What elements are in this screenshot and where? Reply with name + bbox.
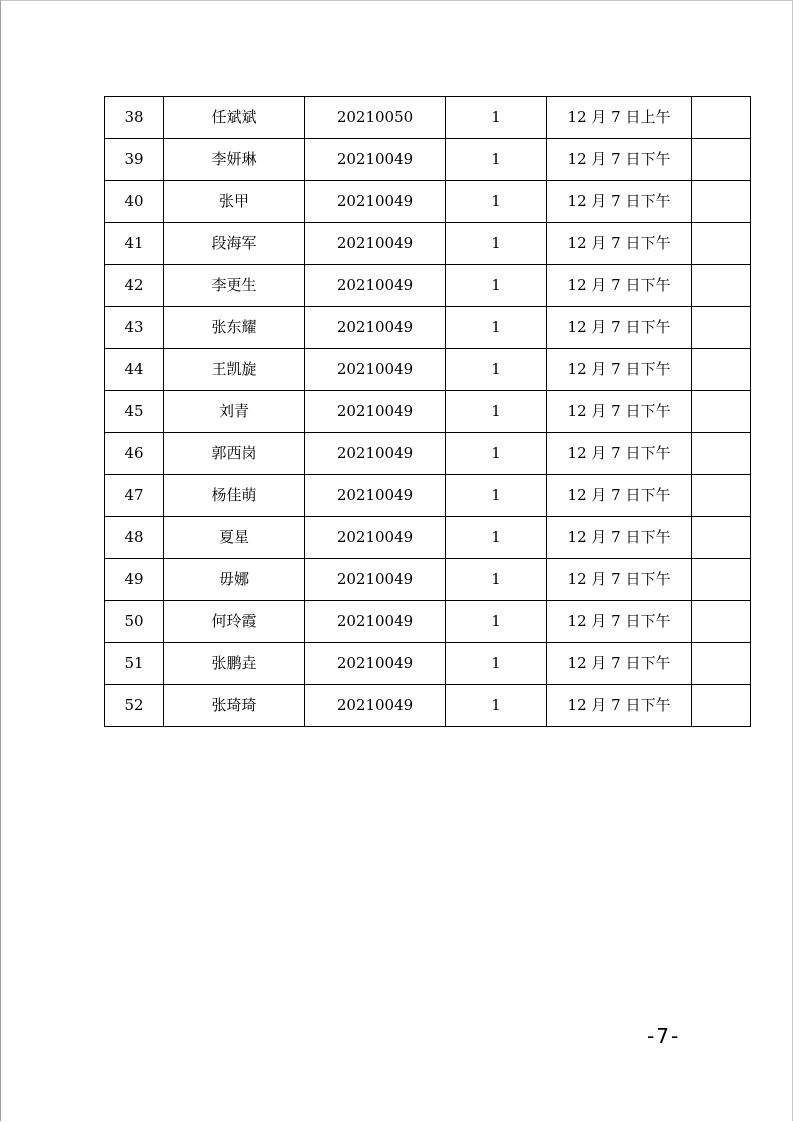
name-cell: 张东耀	[164, 307, 305, 349]
table-row	[105, 223, 751, 265]
time-cell: 12 月 7 日下午	[547, 223, 692, 265]
time-cell: 12 月 7 日下午	[547, 139, 692, 181]
seq-number-cell: 50	[105, 601, 164, 643]
time-cell: 12 月 7 日下午	[547, 685, 692, 727]
quantity-cell: 1	[446, 685, 547, 727]
name-cell: 张鹏垚	[164, 643, 305, 685]
seq-number-cell: 48	[105, 517, 164, 559]
seq-number-cell: 47	[105, 475, 164, 517]
note-cell	[692, 433, 751, 475]
page-number: -7-	[647, 1024, 681, 1048]
quantity-cell: 1	[446, 265, 547, 307]
name-cell: 杨佳萌	[164, 475, 305, 517]
time-cell: 12 月 7 日下午	[547, 307, 692, 349]
id-number-cell: 20210049	[305, 601, 446, 643]
note-cell	[692, 265, 751, 307]
id-number-cell: 20210049	[305, 265, 446, 307]
note-cell	[692, 391, 751, 433]
seq-number-cell: 41	[105, 223, 164, 265]
name-cell: 段海军	[164, 223, 305, 265]
table-row	[105, 307, 751, 349]
id-number-cell: 20210050	[305, 97, 446, 139]
quantity-cell: 1	[446, 97, 547, 139]
table-row	[105, 685, 751, 727]
table-row	[105, 517, 751, 559]
table-row	[105, 181, 751, 223]
id-number-cell: 20210049	[305, 139, 446, 181]
name-cell: 李更生	[164, 265, 305, 307]
seq-number-cell: 52	[105, 685, 164, 727]
quantity-cell: 1	[446, 223, 547, 265]
quantity-cell: 1	[446, 643, 547, 685]
table-row	[105, 433, 751, 475]
table-row	[105, 139, 751, 181]
name-cell: 郭西岗	[164, 433, 305, 475]
note-cell	[692, 349, 751, 391]
id-number-cell: 20210049	[305, 643, 446, 685]
seq-number-cell: 42	[105, 265, 164, 307]
time-cell: 12 月 7 日下午	[547, 181, 692, 223]
table-row	[105, 265, 751, 307]
name-cell: 何玲霞	[164, 601, 305, 643]
table-row	[105, 475, 751, 517]
note-cell	[692, 601, 751, 643]
time-cell: 12 月 7 日下午	[547, 475, 692, 517]
quantity-cell: 1	[446, 517, 547, 559]
seq-number-cell: 43	[105, 307, 164, 349]
note-cell	[692, 307, 751, 349]
id-number-cell: 20210049	[305, 685, 446, 727]
table-row	[105, 391, 751, 433]
seq-number-cell: 51	[105, 643, 164, 685]
seq-number-cell: 39	[105, 139, 164, 181]
time-cell: 12 月 7 日下午	[547, 601, 692, 643]
time-cell: 12 月 7 日下午	[547, 349, 692, 391]
quantity-cell: 1	[446, 433, 547, 475]
seq-number-cell: 45	[105, 391, 164, 433]
name-cell: 张琦琦	[164, 685, 305, 727]
note-cell	[692, 517, 751, 559]
quantity-cell: 1	[446, 601, 547, 643]
table-row	[105, 349, 751, 391]
note-cell	[692, 181, 751, 223]
name-cell: 任斌斌	[164, 97, 305, 139]
quantity-cell: 1	[446, 349, 547, 391]
time-cell: 12 月 7 日下午	[547, 433, 692, 475]
id-number-cell: 20210049	[305, 433, 446, 475]
quantity-cell: 1	[446, 139, 547, 181]
roster-table-body	[105, 97, 751, 727]
time-cell: 12 月 7 日上午	[547, 97, 692, 139]
id-number-cell: 20210049	[305, 391, 446, 433]
id-number-cell: 20210049	[305, 307, 446, 349]
time-cell: 12 月 7 日下午	[547, 391, 692, 433]
seq-number-cell: 38	[105, 97, 164, 139]
seq-number-cell: 49	[105, 559, 164, 601]
table-row	[105, 643, 751, 685]
id-number-cell: 20210049	[305, 559, 446, 601]
id-number-cell: 20210049	[305, 181, 446, 223]
quantity-cell: 1	[446, 475, 547, 517]
name-cell: 李妍琳	[164, 139, 305, 181]
name-cell: 王凯旋	[164, 349, 305, 391]
note-cell	[692, 139, 751, 181]
note-cell	[692, 643, 751, 685]
note-cell	[692, 97, 751, 139]
name-cell: 刘青	[164, 391, 305, 433]
time-cell: 12 月 7 日下午	[547, 643, 692, 685]
note-cell	[692, 559, 751, 601]
id-number-cell: 20210049	[305, 223, 446, 265]
note-cell	[692, 475, 751, 517]
id-number-cell: 20210049	[305, 475, 446, 517]
table-row	[105, 559, 751, 601]
name-cell: 毋娜	[164, 559, 305, 601]
time-cell: 12 月 7 日下午	[547, 559, 692, 601]
quantity-cell: 1	[446, 307, 547, 349]
id-number-cell: 20210049	[305, 517, 446, 559]
name-cell: 张甲	[164, 181, 305, 223]
name-cell: 夏星	[164, 517, 305, 559]
seq-number-cell: 44	[105, 349, 164, 391]
quantity-cell: 1	[446, 559, 547, 601]
time-cell: 12 月 7 日下午	[547, 517, 692, 559]
seq-number-cell: 46	[105, 433, 164, 475]
time-cell: 12 月 7 日下午	[547, 265, 692, 307]
note-cell	[692, 685, 751, 727]
quantity-cell: 1	[446, 181, 547, 223]
note-cell	[692, 223, 751, 265]
roster-table	[104, 96, 751, 727]
table-row	[105, 601, 751, 643]
table-row	[105, 97, 751, 139]
seq-number-cell: 40	[105, 181, 164, 223]
quantity-cell: 1	[446, 391, 547, 433]
id-number-cell: 20210049	[305, 349, 446, 391]
